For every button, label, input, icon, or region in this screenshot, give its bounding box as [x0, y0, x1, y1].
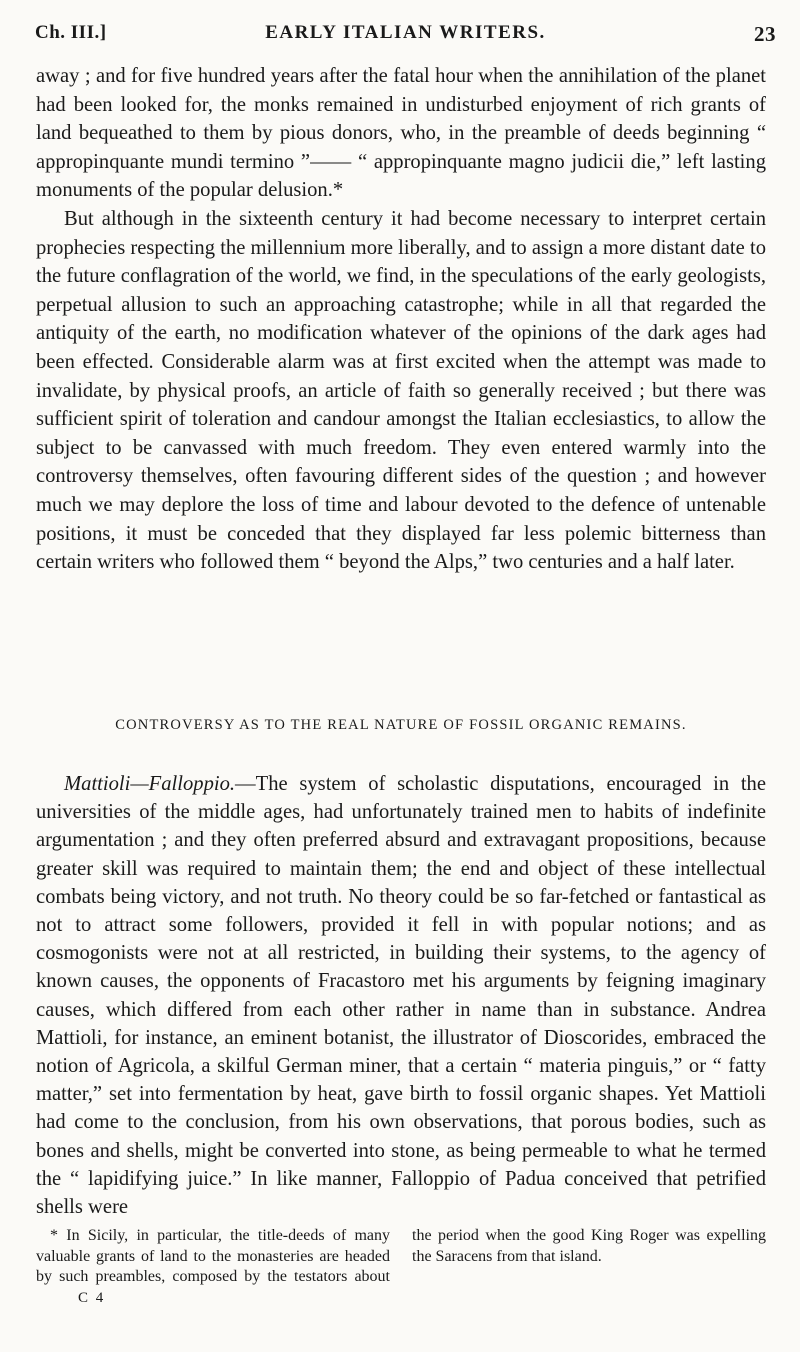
paragraph-1: away ; and for five hundred years after the fatal hour when the annihilation of the planet had been looked for, the monks remained in undisturbed enjoyment of rich grants of land bequeathed to them by pious donors, who, in the preamble of deeds beginning “ appropinquante mundi termino ”—— “ appropinquante magno judicii die,” left lasting monuments of the popular delusion.*	[36, 65, 766, 202]
section-body: —The system of scholastic disputations, encouraged in the universities of the middle ages, had unfortunately trained men to habits of indefinite argumentation ; and they often preferred absurd and extravagant propositions, because greater skill was required to maintain them; the end and object of these intellectual combats being victory, and not truth. No theory could be so far-fetched or fantastical as not to attract some followers, provided it fell in with popular notions; and as cosmogonists were not at all restricted, in building their systems, to the agency of known causes, the opponents of Fracastoro met his arguments by feigning imaginary causes, which differed from each other rather in name than in substance. Andrea Mattioli, for instance, an eminent botanist, the illustrator of Dioscorides, embraced the notion of Agricola, a skilful German miner, that a certain “ materia pinguis,” or “ fatty matter,” set into fermentation by heat, gave birth to fossil organic shapes. Yet Mattioli had come to the conclusion, from his own observations, that porous bodies, such as bones and shells, might be converted into stone, as being permeable to what he termed the “ lapidifying juice.” In like manner, Falloppio of Padua conceived that petrified shells were	[36, 773, 766, 1219]
footnote	[36, 1226, 766, 1288]
signature-mark: C 4	[78, 1290, 106, 1306]
running-title: EARLY ITALIAN WRITERS.	[265, 22, 546, 43]
chapter-label: Ch. III.]	[35, 22, 107, 43]
running-header	[35, 22, 776, 52]
section-text	[36, 770, 766, 1221]
paragraph-3	[36, 770, 766, 1221]
footnote-text: * In Sicily, in particular, the title-deeds of many valuable grants of land to the monasteries are headed by such preambles, composed by the testators about the period when the good King Roger was expelling the Saracens from that island.	[36, 1227, 766, 1285]
page-number: 23	[754, 22, 776, 46]
paragraph-2: But although in the sixteenth century it had become necessary to interpret certain prophecies respecting the millennium more liberally, and to assign a more distant date to the future conflagration of the world, we find, in the speculations of the early geologists, perpetual allusion to such an approaching catastrophe; while in all that regarded the antiquity of the earth, no modification whatever of the opinions of the dark ages had been effected. Considerable alarm was at first excited when the attempt was made to invalidate, by physical proofs, an article of faith so generally received ; but there was sufficient spirit of toleration and candour amongst the Italian ecclesiastics, to allow the subject to be canvassed with much freedom. They even entered warmly into the controversy themselves, often favouring different sides of the question ; and however much we may deplore the loss of time and labour devoted to the defence of untenable positions, it must be conceded that they displayed far less polemic bitterness than certain writers who followed them “ beyond the Alps,” two centuries and a half later.	[36, 207, 766, 574]
main-text	[36, 62, 766, 577]
section-heading: CONTROVERSY AS TO THE REAL NATURE OF FOSSIL ORGANIC REMAINS.	[115, 717, 687, 733]
section-names: Mattioli—Falloppio.	[64, 773, 236, 795]
